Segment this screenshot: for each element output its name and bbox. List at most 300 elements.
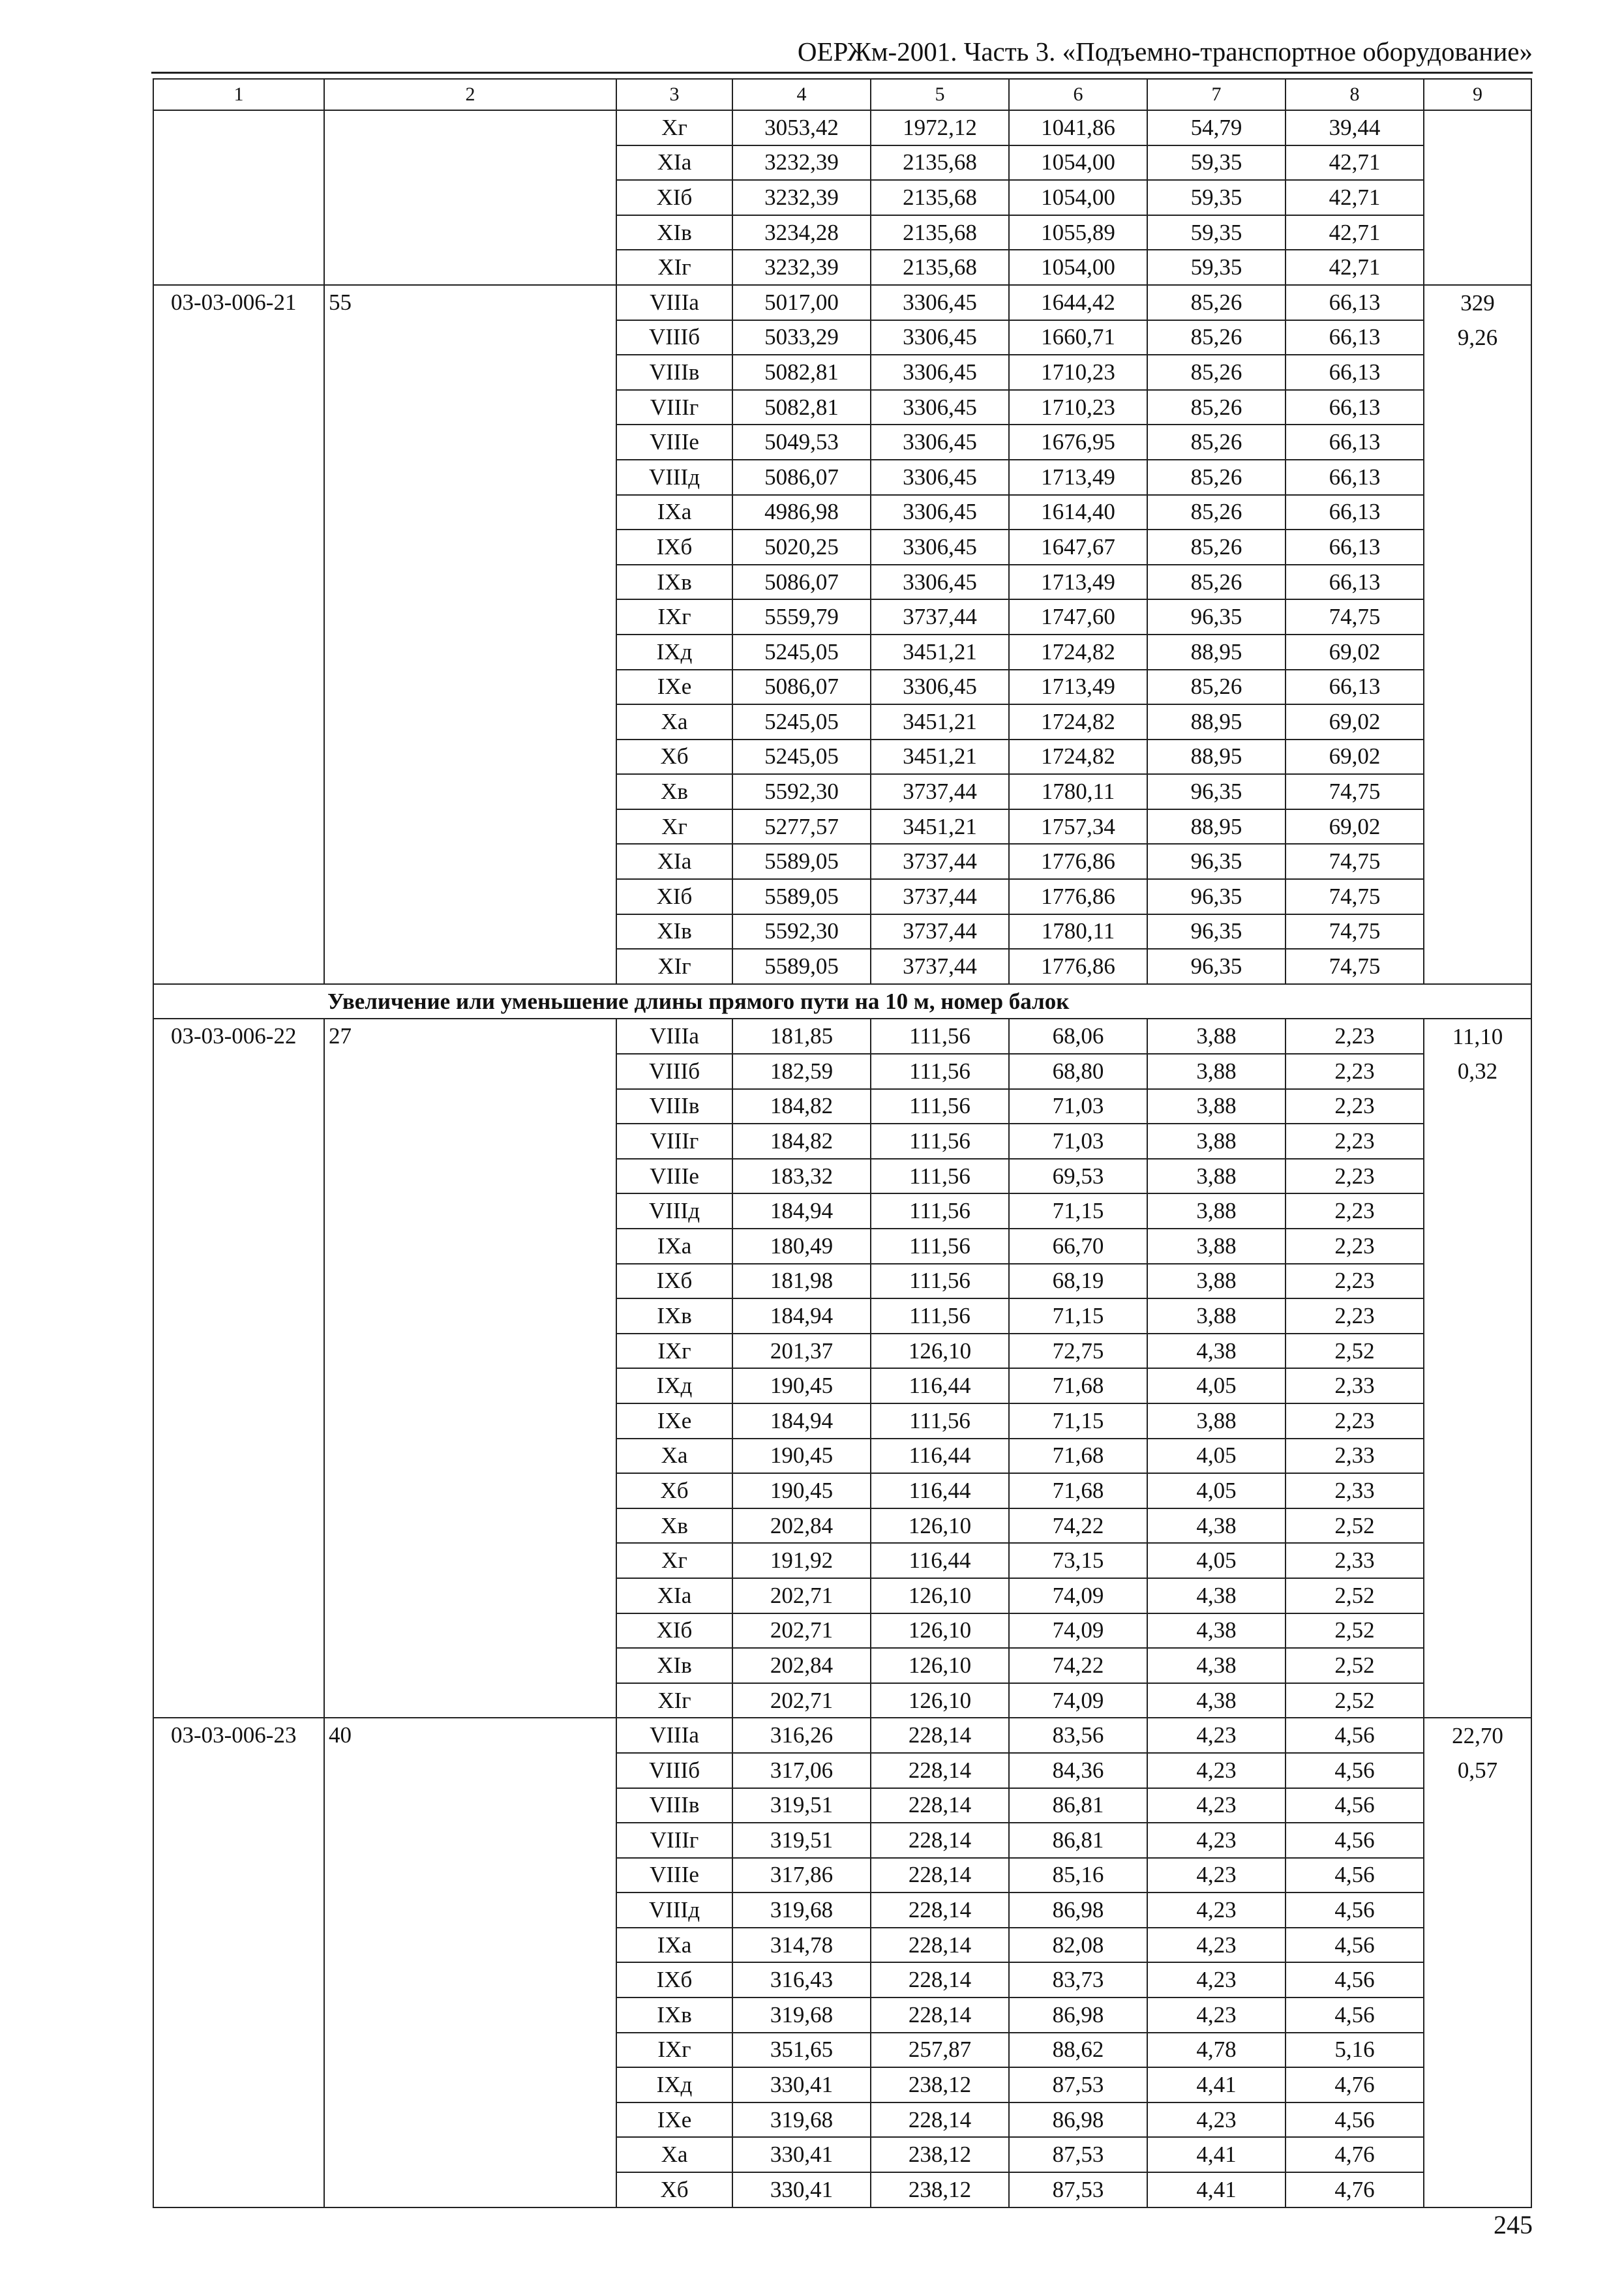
machine-cost: 73,15 (1009, 1543, 1147, 1578)
machine-cost: 87,53 (1009, 2067, 1147, 2102)
table-row (153, 285, 1531, 320)
machinist-wage: 4,38 (1147, 1613, 1286, 1649)
machinist-wage: 4,05 (1147, 1439, 1286, 1474)
item-code: 03-03-006-22 (153, 1019, 324, 1718)
materials-cost: 74,75 (1286, 774, 1424, 809)
price-table (153, 78, 1532, 2208)
labor-hours-cell (1424, 110, 1531, 285)
item-quantity: 27 (324, 1019, 616, 1718)
materials-cost: 66,13 (1286, 530, 1424, 565)
labor-cost: 126,10 (871, 1578, 1009, 1613)
materials-cost: 4,56 (1286, 1788, 1424, 1823)
beam-number: IXе (616, 1403, 732, 1439)
labor-cost: 228,14 (871, 1718, 1009, 1753)
labor-cost: 111,56 (871, 1159, 1009, 1194)
machine-cost: 86,81 (1009, 1788, 1147, 1823)
materials-cost: 2,23 (1286, 1019, 1424, 1054)
total-cost: 319,68 (732, 1997, 871, 2033)
materials-cost: 5,16 (1286, 2033, 1424, 2068)
labor-cost: 111,56 (871, 1264, 1009, 1299)
materials-cost: 2,23 (1286, 1264, 1424, 1299)
total-cost: 319,68 (732, 1893, 871, 1928)
labor-cost: 228,14 (871, 2102, 1009, 2138)
beam-number: XIа (616, 145, 732, 181)
machinist-wage: 85,26 (1147, 425, 1286, 460)
materials-cost: 74,75 (1286, 599, 1424, 635)
machine-cost: 71,15 (1009, 1193, 1147, 1229)
total-cost: 5277,57 (732, 809, 871, 845)
total-cost: 5033,29 (732, 320, 871, 355)
labor-cost: 3306,45 (871, 530, 1009, 565)
machine-cost: 1713,49 (1009, 460, 1147, 495)
beam-number: XIг (616, 949, 732, 984)
machine-cost: 1776,86 (1009, 949, 1147, 984)
machine-cost: 68,19 (1009, 1264, 1147, 1299)
total-cost: 182,59 (732, 1054, 871, 1089)
beam-number: IXг (616, 2033, 732, 2068)
machinist-wage: 4,38 (1147, 1334, 1286, 1369)
machine-cost: 1054,00 (1009, 250, 1147, 285)
materials-cost: 74,75 (1286, 844, 1424, 879)
labor-hours-value: 329 (1460, 290, 1495, 316)
labor-cost: 228,14 (871, 1788, 1009, 1823)
beam-number: IXв (616, 1997, 732, 2033)
machinist-wage: 4,23 (1147, 2102, 1286, 2138)
table-row (153, 1718, 1531, 1753)
beam-number: VIIIе (616, 1159, 732, 1194)
total-cost: 5589,05 (732, 879, 871, 914)
labor-cost: 3306,45 (871, 425, 1009, 460)
machine-cost: 83,73 (1009, 1962, 1147, 1997)
materials-cost: 42,71 (1286, 145, 1424, 181)
machinist-wage: 4,23 (1147, 1962, 1286, 1997)
machine-cost: 71,68 (1009, 1368, 1147, 1403)
materials-cost: 4,56 (1286, 2102, 1424, 2138)
machine-cost: 1724,82 (1009, 740, 1147, 775)
column-number: 9 (1424, 79, 1531, 110)
materials-cost: 66,13 (1286, 285, 1424, 320)
machinist-wage: 96,35 (1147, 949, 1286, 984)
materials-cost: 4,56 (1286, 1718, 1424, 1753)
total-cost: 181,85 (732, 1019, 871, 1054)
total-cost: 5592,30 (732, 914, 871, 950)
labor-cost: 257,87 (871, 2033, 1009, 2068)
machine-cost: 1747,60 (1009, 599, 1147, 635)
machine-cost: 85,16 (1009, 1858, 1147, 1893)
labor-cost: 111,56 (871, 1019, 1009, 1054)
beam-number: VIIIб (616, 1054, 732, 1089)
materials-cost: 42,71 (1286, 215, 1424, 250)
machinist-wage: 96,35 (1147, 844, 1286, 879)
machinist-wage: 4,23 (1147, 1788, 1286, 1823)
beam-number: Xа (616, 704, 732, 740)
materials-cost: 74,75 (1286, 914, 1424, 950)
machinist-wage: 88,95 (1147, 704, 1286, 740)
labor-cost: 126,10 (871, 1334, 1009, 1369)
materials-cost: 2,23 (1286, 1124, 1424, 1159)
materials-cost: 2,33 (1286, 1543, 1424, 1578)
total-cost: 3232,39 (732, 180, 871, 215)
machinist-wage: 3,88 (1147, 1298, 1286, 1334)
materials-cost: 4,76 (1286, 2172, 1424, 2207)
machinist-wage: 4,23 (1147, 1893, 1286, 1928)
machinist-wage: 85,26 (1147, 355, 1286, 390)
labor-cost: 126,10 (871, 1648, 1009, 1683)
beam-number: VIIIд (616, 1893, 732, 1928)
total-cost: 3232,39 (732, 250, 871, 285)
machine-cost: 71,68 (1009, 1473, 1147, 1508)
materials-cost: 42,71 (1286, 180, 1424, 215)
item-quantity: 55 (324, 285, 616, 984)
beam-number: Xг (616, 110, 732, 145)
item-code: 03-03-006-21 (153, 285, 324, 984)
total-cost: 5020,25 (732, 530, 871, 565)
total-cost: 317,86 (732, 1858, 871, 1893)
materials-cost: 42,71 (1286, 250, 1424, 285)
machinist-wage: 3,88 (1147, 1124, 1286, 1159)
labor-cost: 228,14 (871, 1893, 1009, 1928)
labor-cost: 228,14 (871, 1962, 1009, 1997)
total-cost: 5589,05 (732, 949, 871, 984)
machinist-wage: 4,23 (1147, 1753, 1286, 1788)
price-table-body (153, 79, 1531, 2207)
total-cost: 202,71 (732, 1613, 871, 1649)
machine-cost: 1724,82 (1009, 704, 1147, 740)
labor-cost: 3306,45 (871, 460, 1009, 495)
total-cost: 184,82 (732, 1124, 871, 1159)
labor-cost: 238,12 (871, 2137, 1009, 2172)
machine-cost: 1055,89 (1009, 215, 1147, 250)
header-rule (151, 72, 1533, 74)
labor-cost: 116,44 (871, 1439, 1009, 1474)
materials-cost: 69,02 (1286, 809, 1424, 845)
total-cost: 183,32 (732, 1159, 871, 1194)
machine-cost: 71,68 (1009, 1439, 1147, 1474)
materials-cost: 66,13 (1286, 425, 1424, 460)
materials-cost: 69,02 (1286, 740, 1424, 775)
beam-number: VIIIг (616, 1124, 732, 1159)
total-cost: 180,49 (732, 1229, 871, 1264)
machine-cost: 1041,86 (1009, 110, 1147, 145)
machine-cost: 1780,11 (1009, 774, 1147, 809)
beam-number: XIв (616, 914, 732, 950)
labor-cost: 111,56 (871, 1054, 1009, 1089)
total-cost: 202,84 (732, 1508, 871, 1544)
machinist-wage: 88,95 (1147, 740, 1286, 775)
materials-cost: 4,56 (1286, 1858, 1424, 1893)
labor-cost: 3306,45 (871, 495, 1009, 530)
beam-number: Xв (616, 1508, 732, 1544)
materials-cost: 4,56 (1286, 1893, 1424, 1928)
beam-number: VIIIг (616, 390, 732, 425)
labor-hours-value: 0,57 (1457, 1758, 1498, 1784)
labor-cost: 111,56 (871, 1124, 1009, 1159)
machine-cost: 1713,49 (1009, 670, 1147, 705)
machinist-wage: 4,23 (1147, 1823, 1286, 1858)
machinist-wage: 4,38 (1147, 1648, 1286, 1683)
labor-cost: 2135,68 (871, 250, 1009, 285)
beam-number: VIIIе (616, 1858, 732, 1893)
labor-cost: 3451,21 (871, 635, 1009, 670)
total-cost: 330,41 (732, 2137, 871, 2172)
labor-cost: 3451,21 (871, 809, 1009, 845)
materials-cost: 2,33 (1286, 1439, 1424, 1474)
total-cost: 5082,81 (732, 355, 871, 390)
materials-cost: 2,52 (1286, 1648, 1424, 1683)
machinist-wage: 96,35 (1147, 599, 1286, 635)
beam-number: IXб (616, 530, 732, 565)
labor-cost: 3737,44 (871, 844, 1009, 879)
machine-cost: 82,08 (1009, 1928, 1147, 1963)
materials-cost: 4,76 (1286, 2067, 1424, 2102)
beam-number: XIб (616, 180, 732, 215)
total-cost: 316,26 (732, 1718, 871, 1753)
labor-hours-cell (1424, 1019, 1531, 1718)
total-cost: 190,45 (732, 1439, 871, 1474)
labor-cost: 111,56 (871, 1229, 1009, 1264)
column-number: 6 (1009, 79, 1147, 110)
column-number-row (153, 79, 1531, 110)
machine-cost: 1776,86 (1009, 844, 1147, 879)
total-cost: 351,65 (732, 2033, 871, 2068)
machinist-wage: 4,41 (1147, 2137, 1286, 2172)
materials-cost: 4,56 (1286, 1962, 1424, 1997)
machine-cost: 1614,40 (1009, 495, 1147, 530)
labor-cost: 228,14 (871, 1928, 1009, 1963)
materials-cost: 4,56 (1286, 1928, 1424, 1963)
beam-number: IXд (616, 635, 732, 670)
beam-number: XIв (616, 1648, 732, 1683)
materials-cost: 2,33 (1286, 1473, 1424, 1508)
machinist-wage: 54,79 (1147, 110, 1286, 145)
total-cost: 5245,05 (732, 704, 871, 740)
total-cost: 181,98 (732, 1264, 871, 1299)
labor-cost: 228,14 (871, 1753, 1009, 1788)
labor-cost: 2135,68 (871, 145, 1009, 181)
machine-cost: 86,98 (1009, 1893, 1147, 1928)
labor-cost: 126,10 (871, 1613, 1009, 1649)
total-cost: 5589,05 (732, 844, 871, 879)
beam-number: IXг (616, 1334, 732, 1369)
machine-cost: 68,80 (1009, 1054, 1147, 1089)
machine-cost: 1054,00 (1009, 145, 1147, 181)
beam-number: VIIIв (616, 1089, 732, 1124)
total-cost: 5086,07 (732, 565, 871, 600)
machine-cost: 66,70 (1009, 1229, 1147, 1264)
machinist-wage: 3,88 (1147, 1403, 1286, 1439)
total-cost: 184,94 (732, 1403, 871, 1439)
machinist-wage: 3,88 (1147, 1159, 1286, 1194)
total-cost: 191,92 (732, 1543, 871, 1578)
total-cost: 317,06 (732, 1753, 871, 1788)
section-title: Увеличение или уменьшение длины прямого пути на 10 м, номер балок (153, 984, 1531, 1019)
machinist-wage: 96,35 (1147, 774, 1286, 809)
item-code: 03-03-006-23 (153, 1718, 324, 2207)
total-cost: 184,94 (732, 1193, 871, 1229)
machine-cost: 74,22 (1009, 1508, 1147, 1544)
labor-cost: 3737,44 (871, 599, 1009, 635)
labor-cost: 116,44 (871, 1368, 1009, 1403)
table-row (153, 110, 1531, 145)
total-cost: 202,84 (732, 1648, 871, 1683)
machine-cost: 68,06 (1009, 1019, 1147, 1054)
machinist-wage: 85,26 (1147, 670, 1286, 705)
machinist-wage: 3,88 (1147, 1054, 1286, 1089)
machinist-wage: 85,26 (1147, 565, 1286, 600)
machinist-wage: 59,35 (1147, 180, 1286, 215)
total-cost: 5592,30 (732, 774, 871, 809)
machinist-wage: 4,38 (1147, 1578, 1286, 1613)
column-number: 7 (1147, 79, 1286, 110)
labor-hours-cell (1424, 1718, 1531, 2207)
labor-hours-cell (1424, 285, 1531, 984)
beam-number: VIIIа (616, 285, 732, 320)
beam-number: XIа (616, 1578, 732, 1613)
beam-number: Xг (616, 1543, 732, 1578)
beam-number: IXа (616, 1928, 732, 1963)
beam-number: VIIIа (616, 1019, 732, 1054)
machine-cost: 72,75 (1009, 1334, 1147, 1369)
machine-cost: 1710,23 (1009, 390, 1147, 425)
machinist-wage: 4,38 (1147, 1683, 1286, 1718)
materials-cost: 66,13 (1286, 320, 1424, 355)
beam-number: XIг (616, 250, 732, 285)
labor-cost: 3737,44 (871, 879, 1009, 914)
total-cost: 4986,98 (732, 495, 871, 530)
machinist-wage: 85,26 (1147, 390, 1286, 425)
total-cost: 5559,79 (732, 599, 871, 635)
total-cost: 5086,07 (732, 460, 871, 495)
machine-cost: 1054,00 (1009, 180, 1147, 215)
machinist-wage: 59,35 (1147, 145, 1286, 181)
materials-cost: 39,44 (1286, 110, 1424, 145)
machinist-wage: 3,88 (1147, 1193, 1286, 1229)
page-header-title: ОЕРЖм-2001. Часть 3. «Подъемно-транспортное оборудование» (797, 37, 1533, 67)
materials-cost: 2,52 (1286, 1334, 1424, 1369)
column-number: 2 (324, 79, 616, 110)
labor-cost: 126,10 (871, 1508, 1009, 1544)
total-cost: 319,68 (732, 2102, 871, 2138)
machinist-wage: 85,26 (1147, 495, 1286, 530)
labor-cost: 228,14 (871, 1997, 1009, 2033)
machinist-wage: 3,88 (1147, 1019, 1286, 1054)
materials-cost: 2,23 (1286, 1403, 1424, 1439)
beam-number: IXа (616, 1229, 732, 1264)
beam-number: VIIIд (616, 460, 732, 495)
total-cost: 202,71 (732, 1578, 871, 1613)
machine-cost: 84,36 (1009, 1753, 1147, 1788)
machine-cost: 1776,86 (1009, 879, 1147, 914)
machinist-wage: 4,38 (1147, 1508, 1286, 1544)
labor-cost: 3737,44 (871, 949, 1009, 984)
beam-number: Xв (616, 774, 732, 809)
labor-cost: 111,56 (871, 1403, 1009, 1439)
total-cost: 316,43 (732, 1962, 871, 1997)
beam-number: VIIIб (616, 1753, 732, 1788)
machinist-wage: 59,35 (1147, 215, 1286, 250)
beam-number: IXе (616, 670, 732, 705)
total-cost: 3234,28 (732, 215, 871, 250)
labor-cost: 3306,45 (871, 355, 1009, 390)
beam-number: XIг (616, 1683, 732, 1718)
item-quantity: 40 (324, 1718, 616, 2207)
machinist-wage: 85,26 (1147, 460, 1286, 495)
beam-number: VIIIг (616, 1823, 732, 1858)
materials-cost: 66,13 (1286, 460, 1424, 495)
total-cost: 201,37 (732, 1334, 871, 1369)
machinist-wage: 4,41 (1147, 2172, 1286, 2207)
labor-cost: 126,10 (871, 1683, 1009, 1718)
machine-cost: 1644,42 (1009, 285, 1147, 320)
materials-cost: 4,56 (1286, 1997, 1424, 2033)
labor-cost: 3451,21 (871, 704, 1009, 740)
beam-number: XIб (616, 879, 732, 914)
machinist-wage: 4,23 (1147, 1997, 1286, 2033)
labor-cost: 111,56 (871, 1193, 1009, 1229)
machine-cost: 86,98 (1009, 1997, 1147, 2033)
labor-cost: 116,44 (871, 1473, 1009, 1508)
beam-number: VIIIе (616, 425, 732, 460)
labor-cost: 3451,21 (871, 740, 1009, 775)
total-cost: 330,41 (732, 2067, 871, 2102)
labor-cost: 3306,45 (871, 390, 1009, 425)
materials-cost: 2,52 (1286, 1578, 1424, 1613)
beam-number: Xа (616, 1439, 732, 1474)
machine-cost: 1713,49 (1009, 565, 1147, 600)
materials-cost: 2,52 (1286, 1683, 1424, 1718)
materials-cost: 74,75 (1286, 949, 1424, 984)
labor-cost: 228,14 (871, 1823, 1009, 1858)
machinist-wage: 85,26 (1147, 530, 1286, 565)
machinist-wage: 59,35 (1147, 250, 1286, 285)
beam-number: VIIIв (616, 355, 732, 390)
column-number: 3 (616, 79, 732, 110)
column-number: 5 (871, 79, 1009, 110)
total-cost: 5245,05 (732, 740, 871, 775)
beam-number: VIIIа (616, 1718, 732, 1753)
beam-number: IXе (616, 2102, 732, 2138)
table-row (153, 1019, 1531, 1054)
column-number: 4 (732, 79, 871, 110)
machine-cost: 71,15 (1009, 1298, 1147, 1334)
labor-hours-value: 11,10 (1452, 1024, 1503, 1050)
materials-cost: 2,52 (1286, 1508, 1424, 1544)
materials-cost: 4,56 (1286, 1823, 1424, 1858)
machinist-wage: 96,35 (1147, 914, 1286, 950)
beam-number: Xб (616, 2172, 732, 2207)
item-quantity (324, 110, 616, 285)
labor-cost: 111,56 (871, 1298, 1009, 1334)
labor-cost: 238,12 (871, 2067, 1009, 2102)
machine-cost: 87,53 (1009, 2172, 1147, 2207)
machinist-wage: 85,26 (1147, 320, 1286, 355)
labor-cost: 2135,68 (871, 180, 1009, 215)
machine-cost: 69,53 (1009, 1159, 1147, 1194)
materials-cost: 74,75 (1286, 879, 1424, 914)
machine-cost: 83,56 (1009, 1718, 1147, 1753)
machine-cost: 71,03 (1009, 1089, 1147, 1124)
materials-cost: 4,56 (1286, 1753, 1424, 1788)
materials-cost: 69,02 (1286, 635, 1424, 670)
labor-cost: 1972,12 (871, 110, 1009, 145)
machinist-wage: 85,26 (1147, 285, 1286, 320)
beam-number: XIв (616, 215, 732, 250)
total-cost: 5245,05 (732, 635, 871, 670)
machine-cost: 1647,67 (1009, 530, 1147, 565)
machinist-wage: 96,35 (1147, 879, 1286, 914)
machine-cost: 1660,71 (1009, 320, 1147, 355)
materials-cost: 66,13 (1286, 670, 1424, 705)
